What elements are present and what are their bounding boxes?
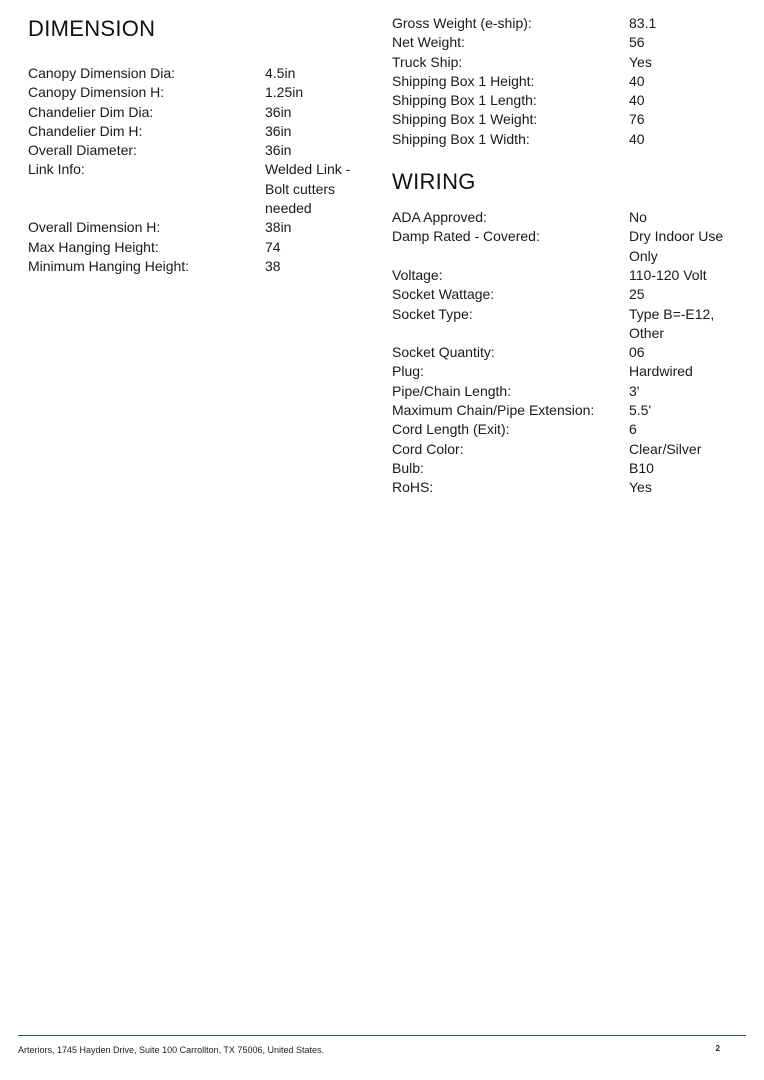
dimension-heading: DIMENSION (28, 16, 156, 41)
spec-row (28, 141, 368, 160)
spec-label: Cord Length (Exit): (392, 421, 510, 438)
dimension-section (28, 14, 368, 276)
spec-value: Type B=-E12, Other (629, 305, 715, 341)
page-number: 2 (715, 1044, 720, 1053)
spec-value: Yes (629, 479, 652, 496)
spec-label: Voltage: (392, 266, 443, 283)
spec-label: Overall Diameter: (28, 142, 137, 159)
spec-value: Dry Indoor Use Only (629, 228, 724, 264)
spec-value: 36in (265, 103, 292, 120)
spec-row (392, 72, 742, 91)
spec-label: Cord Color: (392, 440, 464, 457)
spec-value: 6 (629, 421, 637, 438)
dimension-list (28, 64, 368, 276)
spec-value: 36in (265, 122, 292, 139)
footer-divider (18, 1035, 746, 1036)
spec-row (392, 401, 742, 420)
spec-label: Socket Type: (392, 305, 473, 322)
spec-label: Maximum Chain/Pipe Extension: (392, 402, 595, 419)
spec-row (28, 238, 368, 257)
spec-label: Canopy Dimension Dia: (28, 65, 176, 81)
spec-value: 74 (265, 238, 281, 255)
spec-value: 40 (629, 130, 645, 147)
spec-label: Plug: (392, 363, 424, 380)
spec-value: 38in (265, 219, 292, 236)
spec-label: RoHS: (392, 479, 434, 496)
spec-value: 56 (629, 34, 645, 51)
spec-value: Welded Link - Bolt cutters needed (265, 161, 351, 217)
spec-row (28, 103, 368, 122)
spec-label: Canopy Dimension H: (28, 84, 165, 101)
spec-label: Net Weight: (392, 34, 465, 51)
spec-label: Bulb: (392, 459, 424, 476)
spec-row (392, 459, 742, 478)
spec-label: Socket Wattage: (392, 286, 495, 303)
spec-value: 25 (629, 286, 645, 303)
spec-row (28, 83, 368, 102)
spec-row (392, 362, 742, 381)
spec-row (392, 285, 742, 304)
spec-row (392, 382, 742, 401)
spec-row (392, 208, 742, 227)
spec-label: Socket Quantity: (392, 344, 495, 361)
spec-row (28, 218, 368, 237)
spec-row (28, 257, 368, 276)
spec-value: 83.1 (629, 15, 657, 31)
spec-row (392, 110, 742, 129)
spec-value: 1.25in (265, 84, 304, 101)
spec-row (392, 266, 742, 285)
spec-value: B10 (629, 459, 654, 476)
spec-row (392, 440, 742, 459)
wiring-heading: WIRING (392, 169, 476, 195)
right-column (392, 14, 742, 498)
spec-value: 40 (629, 92, 645, 109)
spec-value: 40 (629, 72, 645, 89)
spec-row (392, 343, 742, 362)
spec-label: Damp Rated - Covered: (392, 228, 540, 245)
spec-value: 110-120 Volt (629, 266, 707, 283)
spec-row (392, 227, 742, 266)
spec-row (392, 33, 742, 52)
spec-label: Chandelier Dim Dia: (28, 103, 154, 120)
spec-value: No (629, 209, 647, 226)
shipping-list (392, 14, 742, 149)
spec-row (392, 14, 742, 33)
spec-label: Shipping Box 1 Length: (392, 92, 537, 109)
spec-label: ADA Approved: (392, 209, 487, 226)
spec-row (392, 91, 742, 110)
spec-value: Yes (629, 53, 652, 70)
footer-address: Arteriors, 1745 Hayden Drive, Suite 100 Carrollton, TX 75006, United States. (18, 1045, 324, 1055)
wiring-list (392, 208, 742, 497)
spec-value: 36in (265, 142, 292, 159)
spec-row (392, 53, 742, 72)
spec-label: Minimum Hanging Height: (28, 257, 190, 274)
spec-label: Pipe/Chain Length: (392, 382, 512, 399)
spec-row (392, 420, 742, 439)
spec-label: Chandelier Dim H: (28, 122, 143, 139)
spec-label: Shipping Box 1 Width: (392, 130, 530, 147)
spec-row (28, 160, 368, 218)
spec-label: Shipping Box 1 Weight: (392, 111, 538, 128)
spec-value: 38 (265, 257, 281, 274)
spec-label: Truck Ship: (392, 53, 463, 70)
spec-row (28, 64, 368, 83)
spec-row (28, 122, 368, 141)
spec-row (392, 478, 742, 497)
spec-value: 5.5' (629, 402, 652, 419)
spec-label: Link Info: (28, 161, 85, 178)
spec-value: Hardwired (629, 363, 693, 380)
spec-value: 4.5in (265, 65, 296, 81)
spec-row (392, 130, 742, 149)
spec-row (392, 305, 742, 344)
spec-value: 76 (629, 111, 645, 128)
spec-label: Overall Dimension H: (28, 219, 161, 236)
spec-label: Max Hanging Height: (28, 238, 159, 255)
spec-value: 06 (629, 344, 645, 361)
spec-label: Shipping Box 1 Height: (392, 72, 535, 89)
spec-value: 3' (629, 382, 640, 399)
spec-value: Clear/Silver (629, 440, 702, 457)
spec-label: Gross Weight (e-ship): (392, 15, 532, 31)
